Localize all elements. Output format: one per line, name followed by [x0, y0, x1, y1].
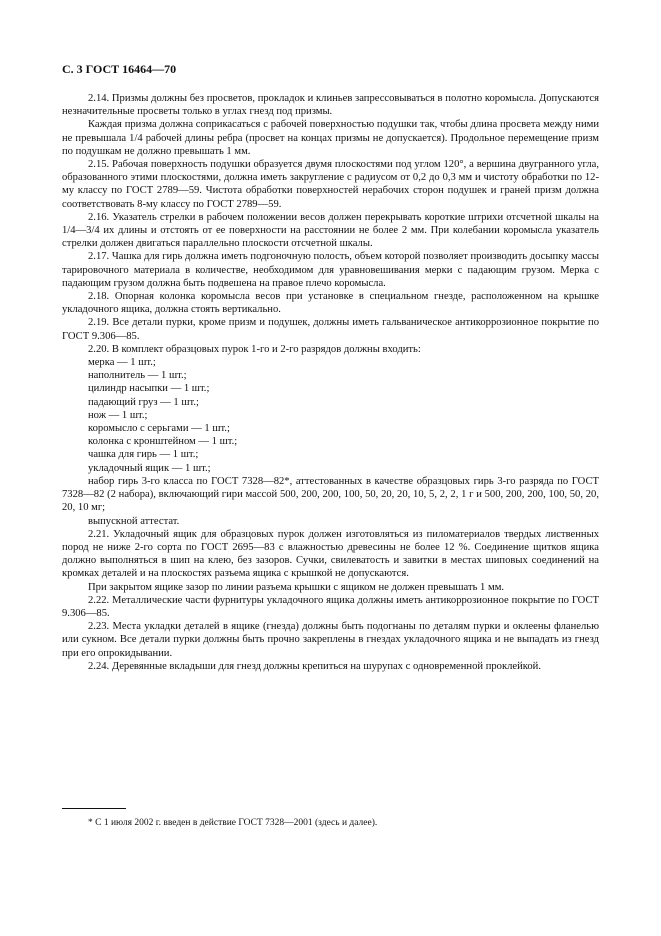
list-item: цилиндр насыпки — 1 шт.;	[88, 383, 210, 395]
paragraph-2-14-cont: Каждая призма должна соприкасаться с рабочей поверхностью подушки так, чтобы длина просвета между ними не превышала 1/4 рабочей длины ребра (просвет на концах призмы не допускается). Продольное перемещение призм по подушкам не должно превышать 1 мм.	[62, 119, 599, 157]
paragraph-2-21: 2.21. Укладочный ящик для образцовых пурок должен изготовляться из пиломатериалов твердых лиственных пород не ниже 2-го сорта по ГОСТ 2695—83 с влажностью древесины не более 12 %. Соединение щитков ящика должно выполняться в шип на клею, без зазоров. Сучки, свилеватость и завитки в местах шиповых соединений на кромках деталей и на плоскостях разъема ящика с крышкой не допускаются.	[62, 528, 599, 580]
footnote: * С 1 июля 2002 г. введен в действие ГОСТ 7328—2001 (здесь и далее).	[88, 818, 378, 828]
footnote-divider	[62, 808, 126, 809]
paragraph-2-17: 2.17. Чашка для гирь должна иметь подгоночную полость, объем которой позволяет производить досыпку массы тарировочного материала в количестве, необходимом для уравновешивания мерки с падающим грузом. Мерка с падающим грузом должна быть подвешена на правое плечо коромысла.	[62, 251, 599, 289]
list-item: чашка для гирь — 1 шт.;	[88, 449, 199, 461]
page-header: С. 3 ГОСТ 16464—70	[62, 62, 177, 76]
kit-list	[62, 356, 599, 475]
paragraph-2-16: 2.16. Указатель стрелки в рабочем положении весов должен перекрывать короткие штрихи отсчетной шкалы на 1/4—3/4 их длины и отстоять от ее поверхности на расстоянии не более 2 мм. При колебании коромысла указатель стрелки должен двигаться параллельно плоскости отсчетной шкалы.	[62, 211, 599, 250]
paragraph-2-15: 2.15. Рабочая поверхность подушки образуется двумя плоскостями под углом 120°, а вершина двугранного угла, образованного этими плоскостями, должна иметь закругление с радиусом от 0,2 до 0,3 мм и чистоту обработки по 12-му классу по ГОСТ 2789—59. Чистота обработки поверхностей нерабочих сторон подушек и граней призм должна соответствовать 8-му классу по ГОСТ 2789—59.	[62, 159, 599, 210]
list-item: коромысло с серьгами — 1 шт.;	[88, 423, 230, 435]
paragraph-2-24: 2.24. Деревянные вкладыши для гнезд должны крепиться на шурупах с одновременной проклейкой.	[88, 660, 541, 672]
kit-certificate-item: выпускной аттестат.	[88, 515, 180, 527]
kit-weights-item: набор гирь 3-го класса по ГОСТ 7328—82*, аттестованных в качестве образцовых гирь 3-го разряда по ГОСТ 7328—82 (2 набора), включающий гири массой 500, 200, 200, 100, 50, 20, 20, 10, 5, 2, 2, 1 г и 500, 200, 200, 100, 50, 20, 20, 10 мг;	[62, 475, 599, 514]
list-item: колонка с кронштейном — 1 шт.;	[88, 436, 238, 448]
paragraph-2-23: 2.23. Места укладки деталей в ящике (гнезда) должны быть подогнаны по деталям пурки и оклеены фланелью или сукном. Все детали пурки должны быть прочно закреплены в гнездах укладочного ящика и не выпадать из гнезд при его опрокидывании.	[62, 621, 599, 659]
list-item: падающий груз — 1 шт.;	[88, 396, 199, 408]
list-item: наполнитель — 1 шт.;	[88, 370, 187, 382]
list-item: укладочный ящик — 1 шт.;	[88, 462, 211, 474]
paragraph-2-20: 2.20. В комплект образцовых пурок 1-го и 2-го разрядов должны входить:	[88, 343, 421, 355]
list-item: нож — 1 шт.;	[88, 409, 148, 421]
paragraph-2-18: 2.18. Опорная колонка коромысла весов при установке в специальном гнезде, расположенном на крышке укладочного ящика, должна стоять вертикально.	[62, 291, 599, 316]
document-page	[62, 62, 599, 673]
paragraph-2-14: 2.14. Призмы должны без просветов, прокладок и клиньев запрессовываться в полотно коромысла. Допускаются незначительные просветы только в углах гнезд под призмы.	[62, 93, 599, 118]
paragraph-2-19: 2.19. Все детали пурки, кроме призм и подушек, должны иметь гальваническое антикоррозионное покрытие по ГОСТ 9.306—85.	[62, 317, 599, 342]
paragraph-2-22: 2.22. Металлические части фурнитуры укладочного ящика должны иметь антикоррозионное покрытие по ГОСТ 9.306—85.	[62, 594, 599, 619]
list-item: мерка — 1 шт.;	[88, 357, 156, 369]
paragraph-2-21-cont: При закрытом ящике зазор по линии разъема крышки с ящиком не должен превышать 1 мм.	[88, 581, 505, 593]
